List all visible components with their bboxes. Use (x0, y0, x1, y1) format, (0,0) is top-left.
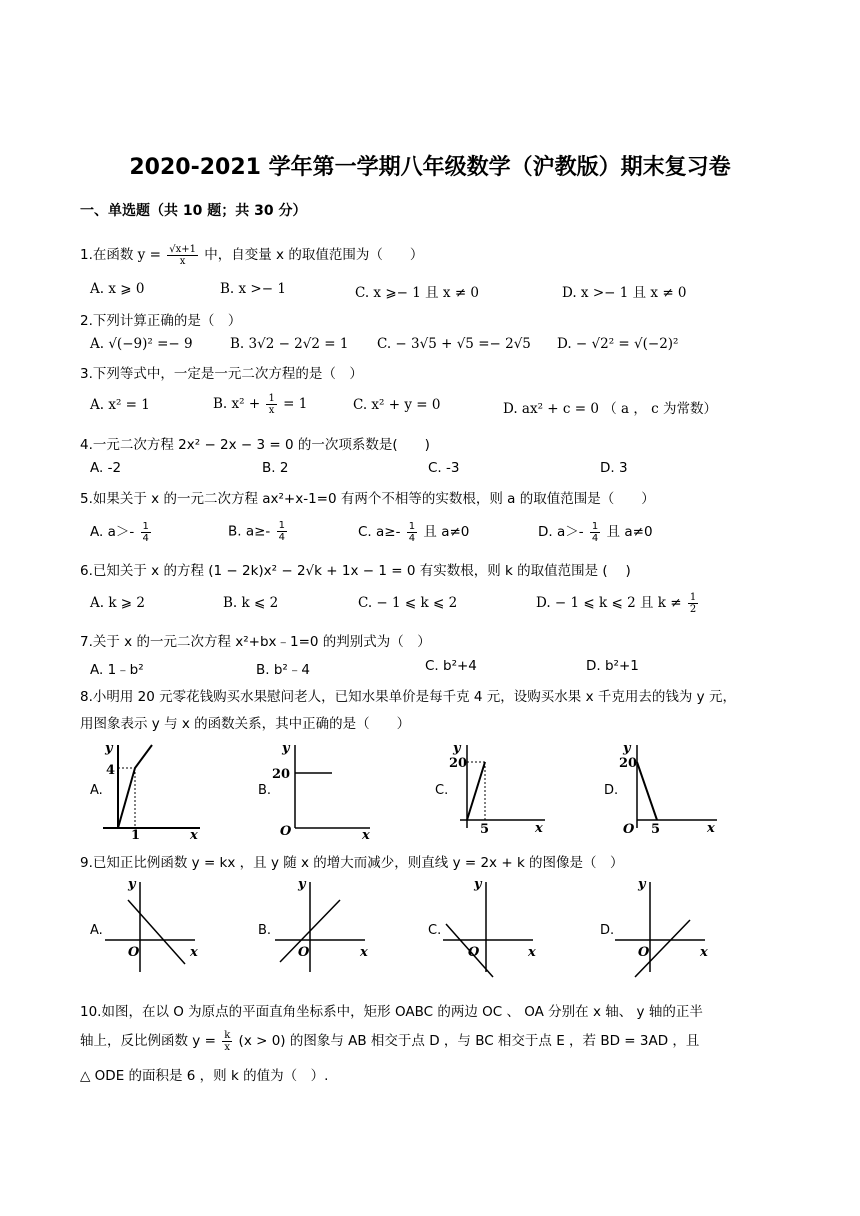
svg-text:x: x (362, 828, 370, 840)
q1-pre: 1.在函数 (80, 247, 138, 263)
question-3: 3.下列等式中，一定是一元二次方程的是（ ） (80, 366, 363, 382)
q4-option-a: A. -2 (90, 460, 122, 476)
svg-text:y: y (638, 877, 646, 892)
q1-option-c: C. x ⩾− 1 且 x ≠ 0 (355, 285, 480, 301)
svg-text:y: y (453, 741, 461, 756)
q8-label-b: B. (258, 783, 272, 798)
q9-label-c: C. (428, 923, 442, 938)
q1-fraction: $\frac{√x+1}{x}$ (169, 243, 196, 267)
svg-text:20: 20 (619, 756, 638, 771)
q7-option-a: A. 1﹣b² (90, 662, 144, 678)
svg-text:y: y (623, 741, 631, 756)
q4-option-b: B. 2 (262, 460, 289, 476)
q7-option-d: D. b²+1 (586, 658, 639, 674)
q9-label-d: D. (600, 923, 615, 938)
svg-text:O: O (638, 945, 650, 960)
svg-text:x: x (528, 945, 536, 960)
svg-text:y: y (282, 741, 290, 756)
svg-text:4: 4 (106, 763, 116, 778)
svg-text:O: O (623, 822, 635, 837)
svg-text:1: 1 (131, 828, 141, 840)
q6-option-d: D. − 1 ⩽ k ⩽ 2 且 k ≠ $\frac{1}{2}$ (536, 592, 697, 615)
svg-text:20: 20 (272, 767, 291, 782)
q8-graph-b (270, 740, 380, 840)
q8-graph-a (100, 740, 210, 840)
q4-option-d: D. 3 (600, 460, 628, 476)
q2-option-a: A. √(−9)² =− 9 (90, 336, 193, 352)
question-5: 5.如果关于 x 的一元二次方程 ax²+x-1=0 有两个不相等的实数根，则 a 的取值范围是（ ） (80, 491, 655, 507)
q5-option-b: B. a≥- $\frac{1}{4}$ (228, 520, 285, 543)
q7-option-c: C. b²+4 (425, 658, 477, 674)
question-4: 4.一元二次方程 2x² − 2x − 3 = 0 的一次项系数是( ) (80, 437, 430, 453)
q1-option-b: B. x >− 1 (220, 281, 286, 297)
question-7: 7.关于 x 的一元二次方程 x²+bx﹣1=0 的判别式为（ ） (80, 634, 431, 650)
svg-text:x: x (360, 945, 368, 960)
svg-text:5: 5 (480, 822, 490, 837)
q3-option-c: C. x² + y = 0 (353, 397, 441, 413)
question-6: 6.已知关于 x 的方程 (1 − 2k)x² − 2√k + 1x − 1 = 0 有实数根，则 k 的取值范围是 ( ) (80, 563, 631, 579)
q8-label-a: A. (90, 783, 103, 798)
question-10-line-1: 10.如图，在以 O 为原点的平面直角坐标系中，矩形 OABC 的两边 OC 、 OA 分别在 x 轴、 y 轴的正半 (80, 1004, 703, 1020)
question-8-line-2: 用图象表示 y 与 x 的函数关系，其中正确的是（ ） (80, 716, 411, 732)
svg-text:y: y (298, 877, 306, 892)
q9-label-b: B. (258, 923, 272, 938)
q7-option-b: B. b²﹣4 (256, 662, 310, 678)
q8-label-c: C. (435, 783, 449, 798)
svg-text:O: O (468, 945, 480, 960)
question-9: 9.已知正比例函数 y = kx ，且 y 随 x 的增大而减少，则直线 y = 2x + k 的图像是（ ） (80, 855, 624, 871)
q9-graph-a (100, 872, 210, 982)
q1-post: 中，自变量 x 的取值范围为（ ） (204, 247, 424, 263)
q4-option-c: C. -3 (428, 460, 460, 476)
svg-text:x: x (190, 828, 198, 840)
q8-label-d: D. (604, 783, 619, 798)
q3-option-b: B. x² + $\frac{1}{x}$ = 1 (213, 393, 308, 416)
svg-text:O: O (280, 824, 292, 839)
q9-label-a: A. (90, 923, 103, 938)
page-title: 2020-2021 学年第一学期八年级数学（沪教版）期末复习卷 (129, 155, 731, 180)
q6-option-a: A. k ⩾ 2 (90, 595, 145, 611)
q5-option-a: A. a＞- $\frac{1}{4}$ (90, 520, 149, 544)
svg-text:20: 20 (449, 756, 468, 771)
q2-option-b: B. 3√2 − 2√2 = 1 (230, 336, 349, 352)
q2-option-d: D. − √2² = √(−2)² (557, 336, 679, 352)
q5-option-d: D. a＞- $\frac{1}{4}$ 且 a≠0 (538, 520, 653, 544)
q6-option-b: B. k ⩽ 2 (223, 595, 279, 611)
q9-graph-c (438, 872, 548, 982)
q8-graph-d (615, 740, 725, 840)
question-10-line-2: 轴上，反比例函数 y = $\frac{k}{x}$ (x > 0) 的图象与 AB 相交于点 D ，与 BC 相交于点 E ，若 BD = 3AD ，且 (80, 1029, 700, 1053)
q1-option-a: A. x ⩾ 0 (90, 281, 145, 297)
question-8-line-1: 8.小明用 20 元零花钱购买水果慰问老人，已知水果单价是每千克 4 元，设购买水果 x 千克用去的钱为 y 元， (80, 689, 736, 705)
q8-graph-c (445, 740, 555, 840)
svg-text:O: O (298, 945, 310, 960)
svg-text:x: x (535, 821, 543, 836)
svg-text:5: 5 (651, 822, 661, 837)
q9-graph-d (610, 872, 720, 982)
svg-text:y: y (474, 877, 482, 892)
question-2: 2.下列计算正确的是（ ） (80, 313, 242, 329)
q1-option-d: D. x >− 1 且 x ≠ 0 (562, 285, 687, 301)
svg-text:x: x (700, 945, 708, 960)
section-heading: 一、单选题（共 10 题；共 30 分） (80, 203, 307, 219)
svg-text:y: y (105, 741, 113, 756)
question-1 (80, 243, 423, 267)
q2-option-c: C. − 3√5 + √5 =− 2√5 (377, 336, 531, 352)
q5-option-c: C. a≥- $\frac{1}{4}$ 且 a≠0 (358, 520, 470, 544)
q3-option-d: D. ax² + c = 0 （ a ， c 为常数） (503, 401, 718, 417)
q1-lhs: y = (137, 247, 161, 263)
svg-text:x: x (190, 945, 198, 960)
svg-text:x: x (707, 821, 715, 836)
svg-text:O: O (128, 945, 140, 960)
q3-option-a: A. x² = 1 (90, 397, 150, 413)
svg-text:y: y (128, 877, 136, 892)
q6-option-c: C. − 1 ⩽ k ⩽ 2 (358, 595, 458, 611)
q9-graph-b (270, 872, 380, 982)
question-10-line-3: △ ODE 的面积是 6 ，则 k 的值为（ ）. (80, 1068, 329, 1084)
